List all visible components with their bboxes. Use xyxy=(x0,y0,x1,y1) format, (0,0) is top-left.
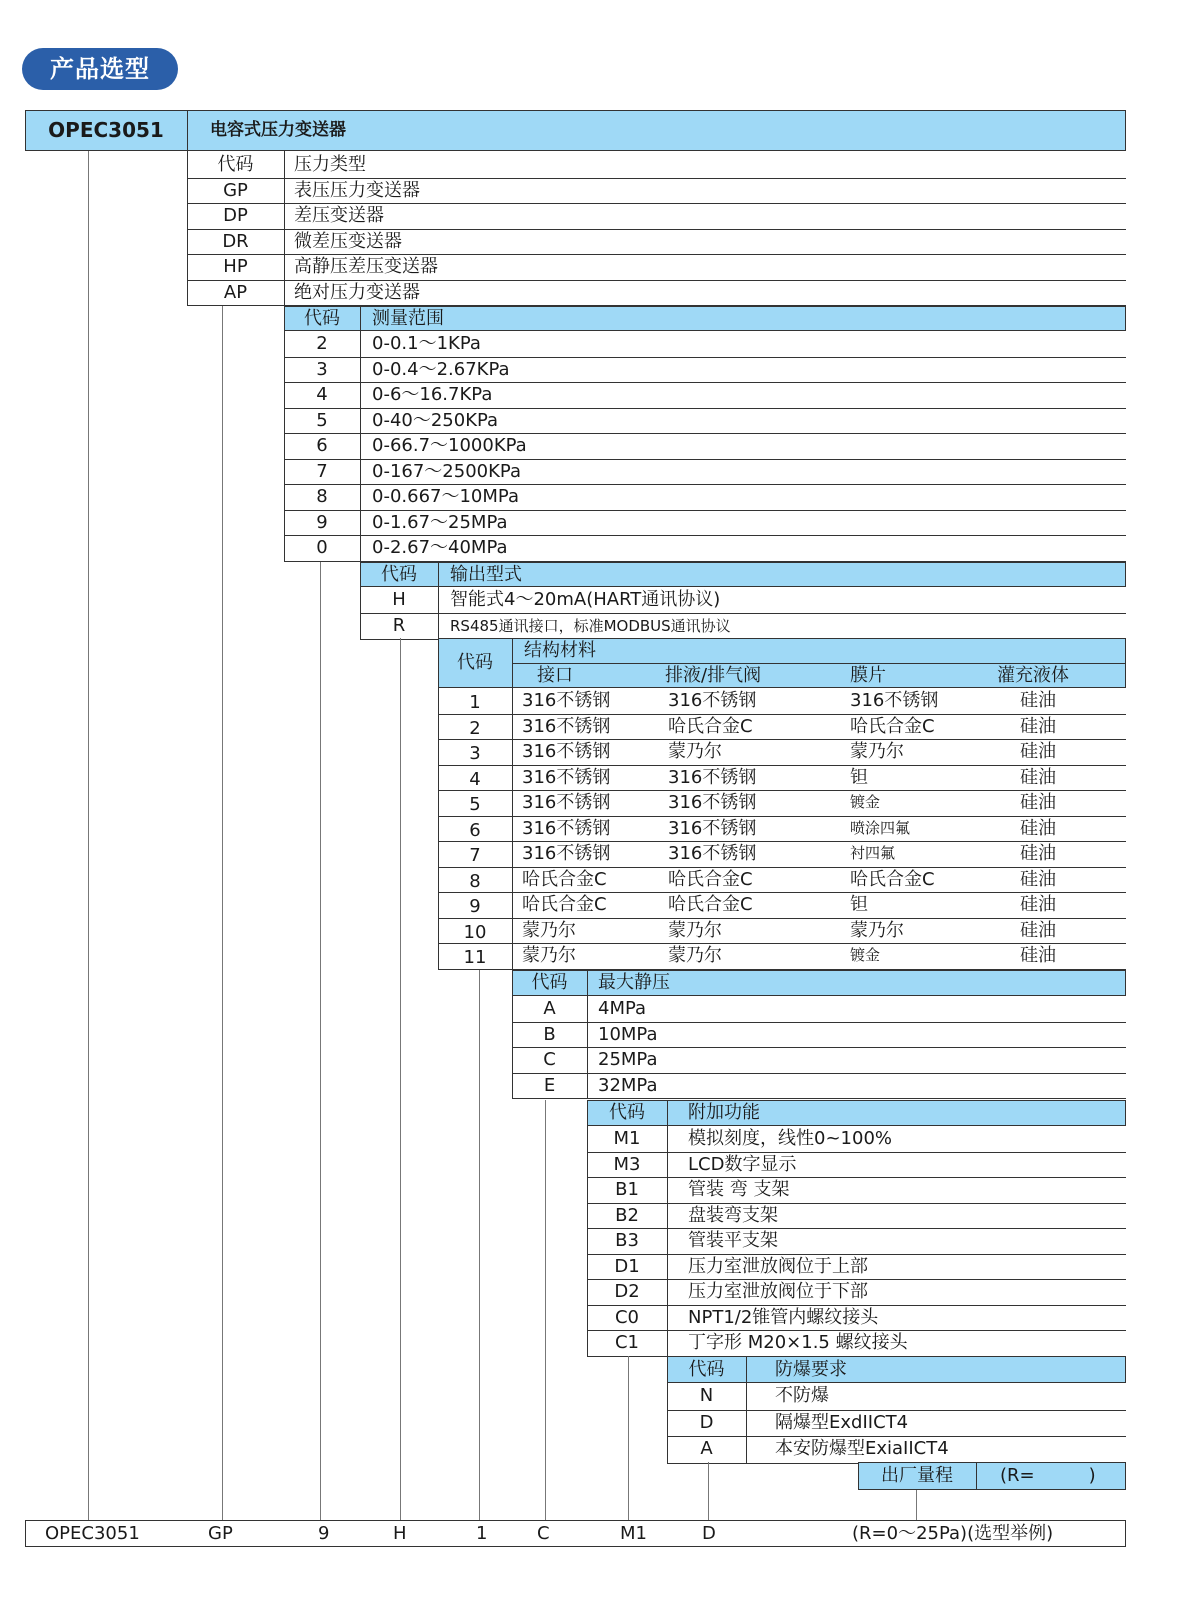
static-code-E: E xyxy=(543,1074,556,1096)
pressure-type-code-HP: HP xyxy=(223,256,248,278)
material-valve-11: 蒙乃尔 xyxy=(668,945,722,966)
material-fill-5: 硅油 xyxy=(1020,792,1056,813)
static-header-name: 最大静压 xyxy=(598,972,670,993)
connector-line-6 xyxy=(628,1356,629,1520)
model-code: OPEC3051 xyxy=(48,118,164,142)
material-diaphragm-7: 衬四氟 xyxy=(850,844,896,862)
material-fill-1: 硅油 xyxy=(1020,690,1056,711)
range-code-7: 7 xyxy=(316,460,328,482)
material-port-1: 316不锈钢 xyxy=(522,690,611,711)
material-valve-3: 蒙乃尔 xyxy=(668,741,722,762)
material-code-6: 6 xyxy=(469,819,481,841)
material-port-3: 316不锈钢 xyxy=(522,741,611,762)
extra-code-M3: M3 xyxy=(613,1153,641,1175)
material-divider xyxy=(512,638,513,969)
material-header-name: 结构材料 xyxy=(524,640,596,661)
connector-line-2 xyxy=(320,562,321,1520)
factory-range-label: 出厂量程 xyxy=(881,1465,953,1486)
ex-code-N: N xyxy=(699,1385,714,1406)
material-code-10: 10 xyxy=(463,921,487,943)
model-header-divider xyxy=(187,110,188,151)
range-name-7: 0-167～2500KPa xyxy=(372,460,521,482)
material-code-7: 7 xyxy=(469,845,481,866)
material-code-3: 3 xyxy=(469,743,481,764)
range-name-5: 0-40～250KPa xyxy=(372,409,499,431)
material-valve-6: 316不锈钢 xyxy=(668,817,757,839)
pressure-type-name-DR: 微差压变送器 xyxy=(294,230,402,252)
range-code-0: 0 xyxy=(316,537,328,558)
material-diaphragm-4: 钽 xyxy=(850,766,868,788)
material-fill-3: 硅油 xyxy=(1020,741,1056,762)
material-port-7: 316不锈钢 xyxy=(522,843,611,864)
material-port-9: 哈氏合金C xyxy=(522,894,607,915)
extra-code-B3: B3 xyxy=(615,1230,639,1251)
static-code-C: C xyxy=(543,1049,556,1070)
material-diaphragm-5: 镀金 xyxy=(850,793,881,811)
static-name-A: 4MPa xyxy=(598,998,647,1019)
extra-header-name: 附加功能 xyxy=(688,1102,760,1123)
material-port-10: 蒙乃尔 xyxy=(522,919,576,941)
material-code-11: 11 xyxy=(463,947,487,968)
extra-code-D1: D1 xyxy=(614,1255,640,1277)
material-port-4: 316不锈钢 xyxy=(522,766,611,788)
output-code-H: H xyxy=(392,589,406,610)
material-valve-8: 哈氏合金C xyxy=(668,868,753,890)
material-diaphragm-9: 钽 xyxy=(850,894,868,915)
material-valve-10: 蒙乃尔 xyxy=(668,919,722,941)
material-diaphragm-3: 蒙乃尔 xyxy=(850,741,904,762)
material-subheader-3: 灌充液体 xyxy=(997,665,1069,686)
material-port-5: 316不锈钢 xyxy=(522,792,611,813)
material-subheader-1: 排液/排气阀 xyxy=(665,665,762,686)
extra-name-C0: NPT1/2锥管内螺纹接头 xyxy=(688,1306,879,1328)
ex-code-D: D xyxy=(699,1411,714,1433)
range-code-9: 9 xyxy=(316,511,328,533)
material-subheader-0: 接口 xyxy=(537,665,573,686)
pressure-type-code-GP: GP xyxy=(223,180,248,201)
material-valve-2: 哈氏合金C xyxy=(668,715,753,737)
extra-code-C0: C0 xyxy=(614,1306,640,1328)
extra-name-B2: 盘装弯支架 xyxy=(688,1204,778,1226)
example-code-3: H xyxy=(393,1523,407,1544)
pressure-type-name-AP: 绝对压力变送器 xyxy=(294,281,420,303)
static-divider xyxy=(587,970,588,1098)
example-code-1: GP xyxy=(208,1523,233,1544)
example-code-6: M1 xyxy=(620,1523,647,1544)
material-diaphragm-8: 哈氏合金C xyxy=(850,868,935,890)
ex-name-D: 隔爆型ExdIICT4 xyxy=(775,1411,909,1433)
material-port-6: 316不锈钢 xyxy=(522,817,611,839)
example-note: (R=0～25Pa)(选型举例) xyxy=(852,1523,1054,1544)
material-valve-7: 316不锈钢 xyxy=(668,843,757,864)
ex-header-name: 防爆要求 xyxy=(775,1359,847,1380)
range-code-5: 5 xyxy=(316,409,328,431)
material-fill-6: 硅油 xyxy=(1020,817,1056,839)
connector-line-5 xyxy=(545,1100,546,1520)
model-name: 电容式压力变送器 xyxy=(210,120,346,140)
extra-name-M1: 模拟刻度，线性0~100% xyxy=(688,1128,892,1149)
pressure-type-header-name: 压力类型 xyxy=(294,154,366,175)
output-code-R: R xyxy=(392,615,406,636)
material-fill-10: 硅油 xyxy=(1020,919,1056,941)
pressure-type-code-DR: DR xyxy=(222,230,249,252)
material-fill-4: 硅油 xyxy=(1020,766,1056,788)
connector-line-7 xyxy=(708,1462,709,1520)
static-name-E: 32MPa xyxy=(598,1074,658,1096)
range-header-name: 测量范围 xyxy=(372,308,444,329)
static-header-code: 代码 xyxy=(531,972,568,993)
material-diaphragm-1: 316不锈钢 xyxy=(850,690,939,711)
output-name-H: 智能式4～20mA(HART通讯协议) xyxy=(450,589,721,610)
pressure-type-code-AP: AP xyxy=(223,281,248,303)
factory-range-divider xyxy=(976,1462,977,1490)
material-code-8: 8 xyxy=(469,870,481,892)
ex-name-N: 不防爆 xyxy=(775,1385,829,1406)
connector-line-8 xyxy=(916,1490,917,1520)
range-code-2: 2 xyxy=(316,333,328,354)
output-header-code: 代码 xyxy=(381,564,417,585)
range-code-4: 4 xyxy=(316,384,328,405)
extra-name-C1: 丁字形 M20×1.5 螺纹接头 xyxy=(688,1332,908,1353)
pressure-type-name-HP: 高静压差压变送器 xyxy=(294,256,438,278)
extra-code-C1: C1 xyxy=(614,1332,640,1353)
material-diaphragm-2: 哈氏合金C xyxy=(850,715,935,737)
connector-line-0 xyxy=(88,151,89,1520)
range-name-0: 0-2.67～40MPa xyxy=(372,537,508,558)
material-valve-4: 316不锈钢 xyxy=(668,766,757,788)
range-code-3: 3 xyxy=(316,358,328,380)
example-code-0: OPEC3051 xyxy=(45,1523,140,1544)
range-code-6: 6 xyxy=(316,435,328,456)
connector-line-1 xyxy=(222,306,223,1520)
material-fill-8: 硅油 xyxy=(1020,868,1056,890)
example-code-2: 9 xyxy=(318,1523,330,1544)
material-code-4: 4 xyxy=(469,768,481,790)
range-name-3: 0-0.4～2.67KPa xyxy=(372,358,510,380)
material-valve-1: 316不锈钢 xyxy=(668,690,757,711)
material-code-9: 9 xyxy=(469,896,481,917)
material-header-code: 代码 xyxy=(457,652,493,673)
extra-name-D1: 压力室泄放阀位于上部 xyxy=(688,1255,868,1277)
material-valve-9: 哈氏合金C xyxy=(668,894,753,915)
extra-name-B3: 管装平支架 xyxy=(688,1230,778,1251)
static-code-A: A xyxy=(543,998,556,1019)
extra-header-code: 代码 xyxy=(609,1102,645,1123)
material-port-8: 哈氏合金C xyxy=(522,868,607,890)
section-title-badge: 产品选型 xyxy=(22,48,178,90)
material-code-2: 2 xyxy=(469,717,481,739)
static-name-B: 10MPa xyxy=(598,1023,658,1045)
extra-code-B1: B1 xyxy=(615,1179,639,1200)
material-subheader-2: 膜片 xyxy=(850,665,886,686)
pressure-type-code-DP: DP xyxy=(223,205,248,227)
ex-header-code: 代码 xyxy=(688,1359,725,1380)
output-name-R: RS485通讯接口，标准MODBUS通讯协议 xyxy=(450,617,731,635)
material-diaphragm-10: 蒙乃尔 xyxy=(850,919,904,941)
factory-range-value: (R= ) xyxy=(1000,1465,1096,1486)
material-fill-11: 硅油 xyxy=(1020,945,1056,966)
static-name-C: 25MPa xyxy=(598,1049,658,1070)
material-fill-9: 硅油 xyxy=(1020,894,1056,915)
pressure-type-header-code: 代码 xyxy=(217,154,254,175)
material-diaphragm-6: 喷涂四氟 xyxy=(850,818,911,837)
extra-name-B1: 管装 弯 支架 xyxy=(688,1179,790,1200)
pressure-type-name-DP: 差压变送器 xyxy=(294,205,384,227)
range-name-8: 0-0.667～10MPa xyxy=(372,486,519,507)
range-name-6: 0-66.7～1000KPa xyxy=(372,435,527,456)
material-valve-5: 316不锈钢 xyxy=(668,792,757,813)
ex-name-A: 本安防爆型ExiaIICT4 xyxy=(775,1438,949,1459)
range-name-2: 0-0.1～1KPa xyxy=(372,333,481,354)
material-diaphragm-11: 镀金 xyxy=(850,946,881,964)
ex-code-A: A xyxy=(700,1438,713,1459)
material-code-1: 1 xyxy=(469,692,481,713)
output-header-name: 输出型式 xyxy=(450,564,522,585)
static-row-divider xyxy=(512,1098,1126,1099)
connector-line-3 xyxy=(400,638,401,1520)
extra-name-M3: LCD数字显示 xyxy=(688,1153,797,1175)
example-code-7: D xyxy=(702,1523,716,1544)
output-divider xyxy=(438,562,439,639)
extra-code-B2: B2 xyxy=(615,1204,639,1226)
range-header-code: 代码 xyxy=(304,308,340,329)
example-code-4: 1 xyxy=(476,1523,488,1544)
material-fill-2: 硅油 xyxy=(1020,715,1056,737)
extra-code-M1: M1 xyxy=(613,1128,641,1149)
range-name-4: 0-6～16.7KPa xyxy=(372,384,493,405)
material-port-11: 蒙乃尔 xyxy=(522,945,576,966)
extra-code-D2: D2 xyxy=(614,1281,640,1302)
material-fill-7: 硅油 xyxy=(1020,843,1056,864)
extra-name-D2: 压力室泄放阀位于下部 xyxy=(688,1281,868,1302)
example-code-5: C xyxy=(537,1523,550,1544)
material-code-5: 5 xyxy=(469,794,481,815)
static-code-B: B xyxy=(543,1023,556,1045)
pressure-type-name-GP: 表压压力变送器 xyxy=(294,180,420,201)
range-name-9: 0-1.67～25MPa xyxy=(372,511,508,533)
connector-line-4 xyxy=(479,970,480,1520)
material-port-2: 316不锈钢 xyxy=(522,715,611,737)
range-code-8: 8 xyxy=(316,486,328,507)
